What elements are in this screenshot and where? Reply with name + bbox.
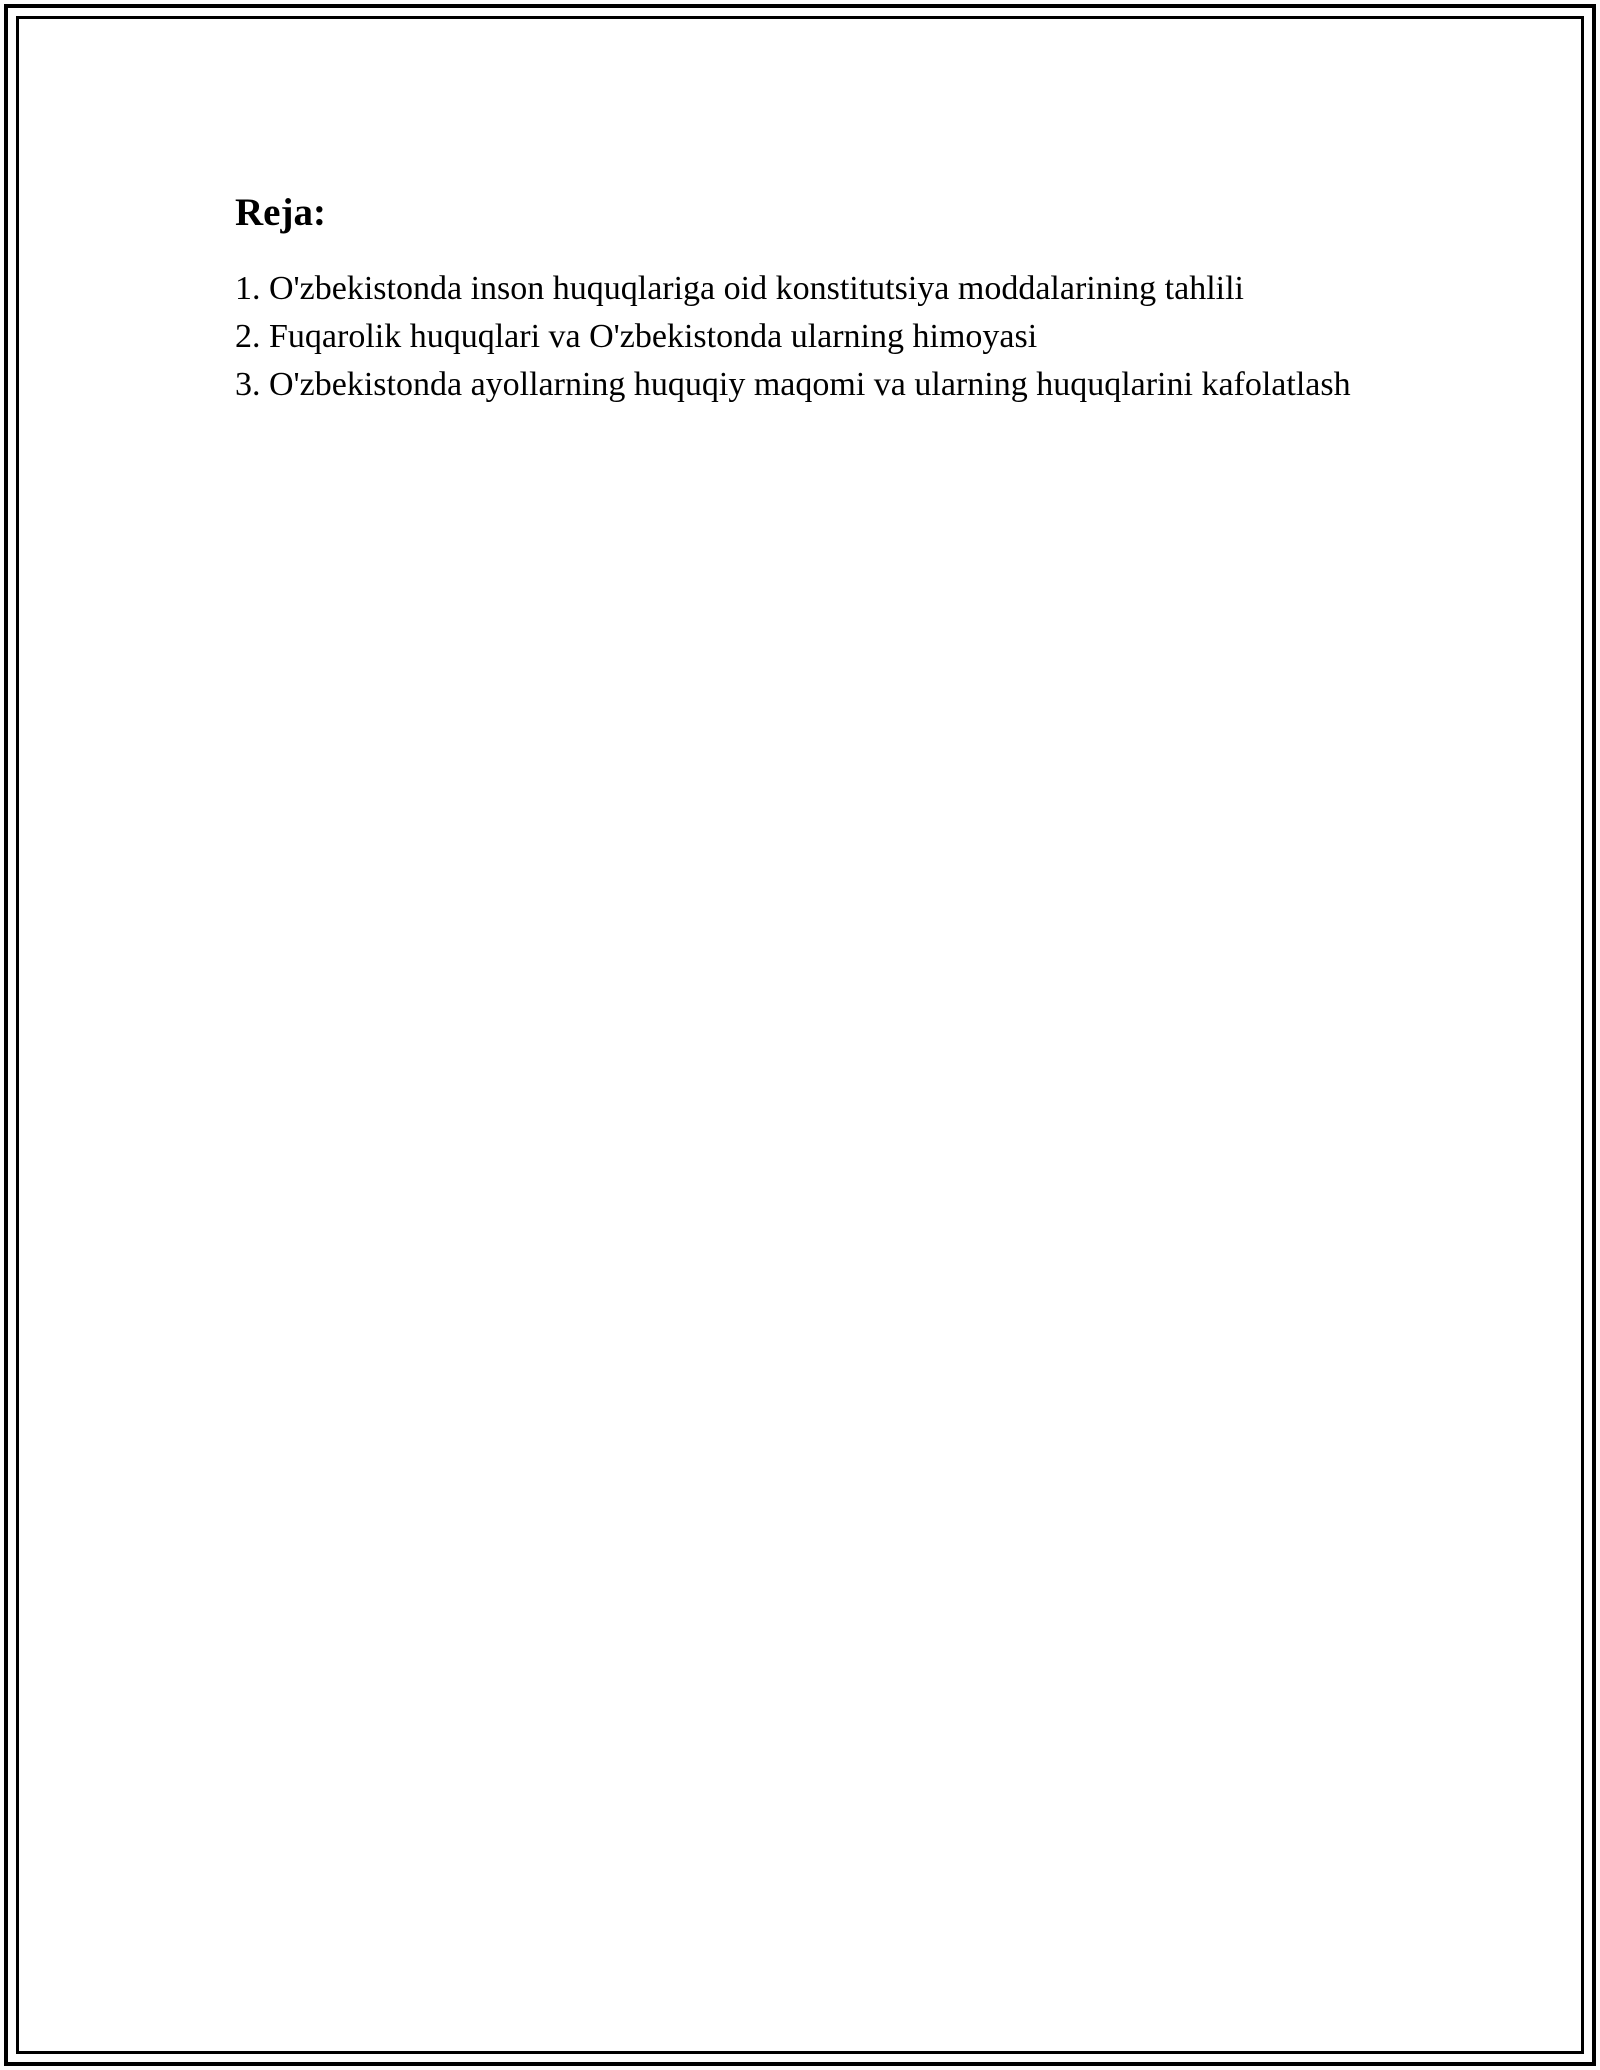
plan-heading: Reja: [235,191,326,234]
plan-item-3: 3. O'zbekistonda ayollarning huquqiy maqomi va ularning huquqlarini kafolatlash [235,366,1351,403]
plan-item-1: 1. O'zbekistonda inson huquqlariga oid konstitutsiya moddalarining tahlili [235,270,1244,307]
plan-list [235,265,1365,409]
document-body [235,185,1365,409]
plan-item-2: 2. Fuqarolik huquqlari va O'zbekistonda ularning himoyasi [235,318,1038,355]
